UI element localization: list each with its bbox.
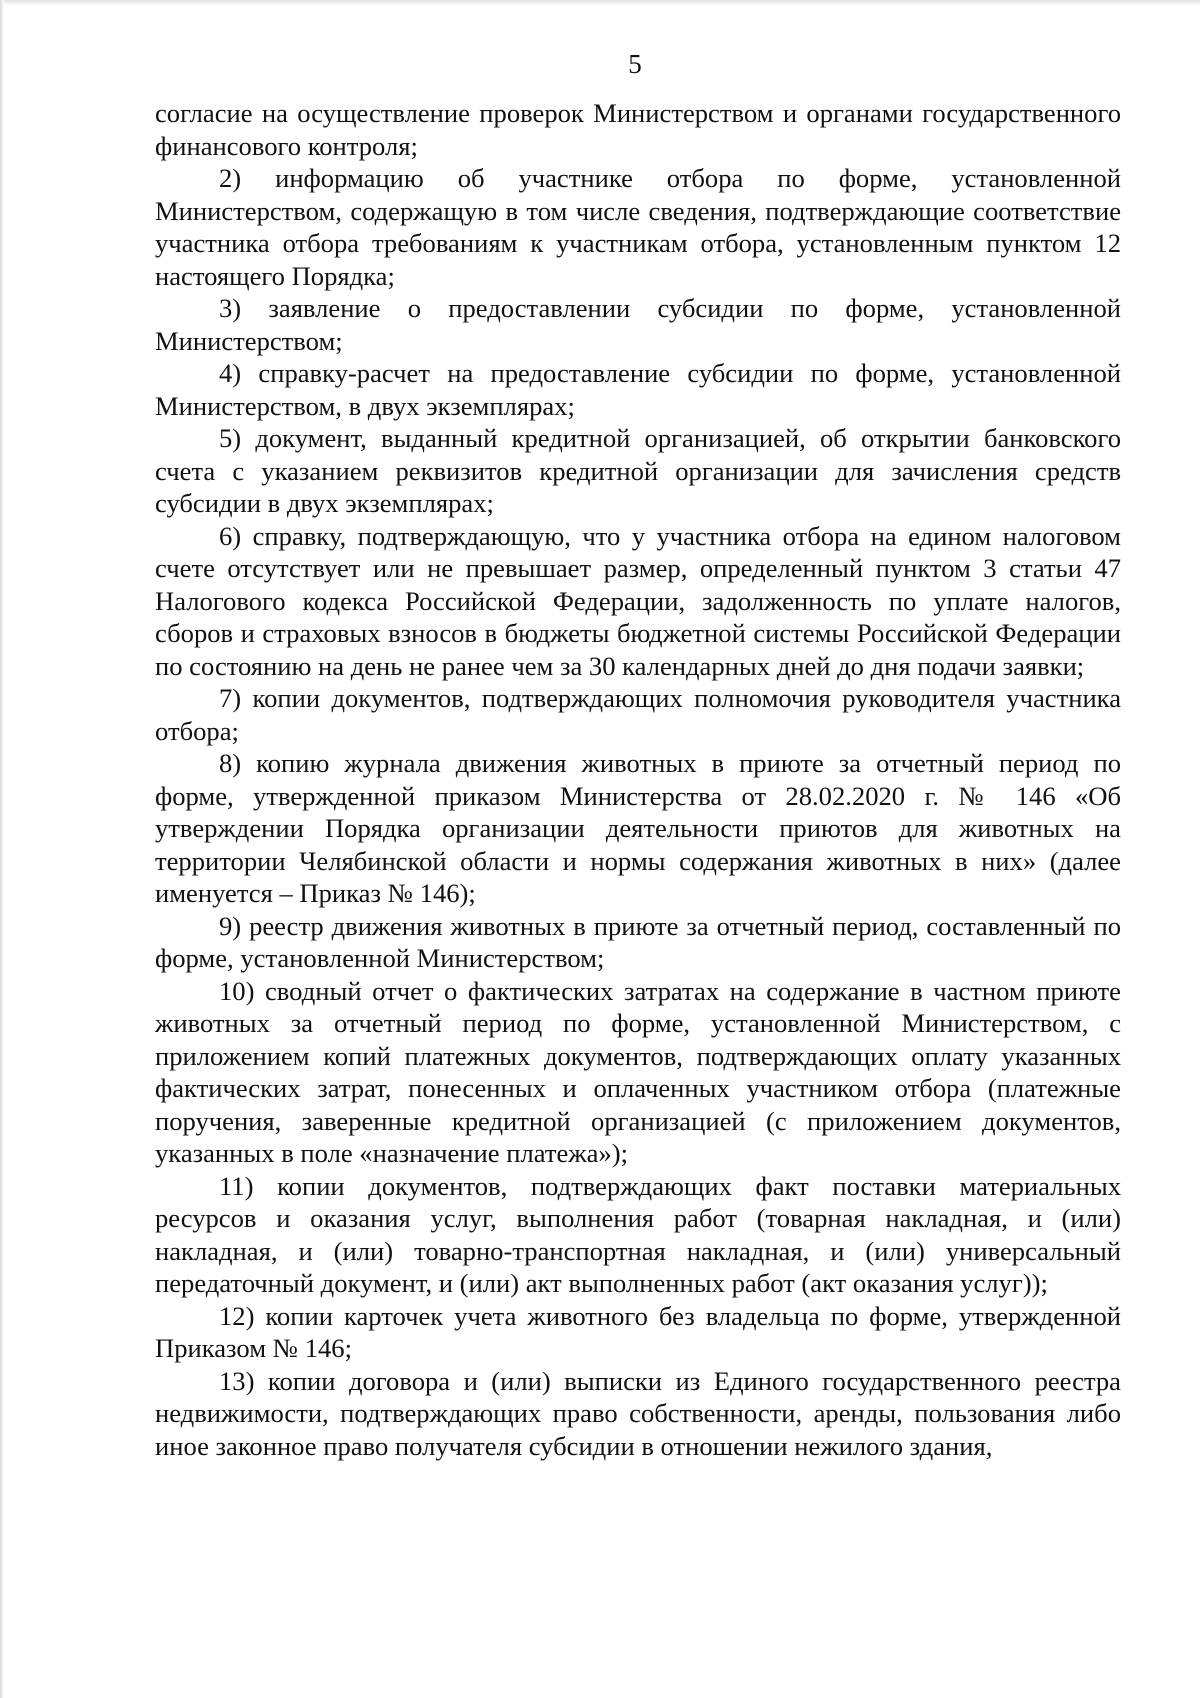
scan-edge-top bbox=[0, 0, 1200, 6]
list-item-11: 11) копии документов, подтверждающих факт поставки материальных ресурсов и оказания услуг, выполнения работ (товарная накладная, и (или) накладная, и (или) товарно-транспортная накладная, и (или) универсальный передаточный документ, и (или) акт выполненных работ (акт оказания услуг)); bbox=[155, 1170, 1121, 1298]
page-number: 5 bbox=[628, 49, 642, 79]
list-item-5: 5) документ, выданный кредитной организацией, об открытии банковского счета с указанием реквизитов кредитной организации для зачисления средств субсидии в двух экземплярах; bbox=[155, 423, 1121, 518]
list-item-12: 12) копии карточек учета животного без владельца по форме, утвержденной Приказом № 146; bbox=[155, 1300, 1121, 1363]
list-item-13: 13) копии договора и (или) выписки из Единого государственного реестра недвижимости, подтверждающих право собственности, аренды, пользования либо иное законное право получателя субсидии в отношении нежилого здания, bbox=[155, 1365, 1121, 1461]
list-item-9: 9) реестр движения животных в приюте за отчетный период, составленный по форме, установленной Министерством; bbox=[155, 910, 1121, 973]
list-item-7: 7) копии документов, подтверждающих полномочия руководителя участника отбора; bbox=[155, 683, 1121, 746]
list-item-6: 6) справку, подтверждающую, что у участника отбора на едином налоговом счете отсутствует или не превышает размер, определенный пунктом 3 статьи 47 Налогового кодекса Российской Федерации, задолженность по уплате налогов, сборов и страховых взносов в бюджеты бюджетной системы Российской Федерации по состоянию на день не ранее чем за 30 календарных дней до дня подачи заявки; bbox=[155, 520, 1121, 681]
list-item-2: 2) информацию об участнике отбора по форме, установленной Министерством, содержащую в том числе сведения, подтверждающие соответствие участника отбора требованиям к участникам отбора, установленным пунктом 12 настоящего Порядка; bbox=[155, 163, 1121, 291]
document-body bbox=[155, 97, 1121, 1462]
scan-edge-left bbox=[0, 0, 4, 1698]
list-item-10: 10) сводный отчет о фактических затратах на содержание в частном приюте животных за отчетный период по форме, установленной Министерством, с приложением копий платежных документов, подтверждающих оплату указанных фактических затрат, понесенных и оплаченных участником отбора (платежные поручения, заверенные кредитной организацией (с приложением документов, указанных в поле «назначение платежа»); bbox=[155, 975, 1121, 1168]
list-item-3: 3) заявление о предоставлении субсидии по форме, установленной Министерством; bbox=[155, 293, 1121, 356]
paragraph-continuation: согласие на осуществление проверок Министерством и органами государственного финансового контроля; bbox=[155, 98, 1121, 161]
list-item-4: 4) справку-расчет на предоставление субсидии по форме, установленной Министерством, в двух экземплярах; bbox=[155, 358, 1121, 421]
list-item-8: 8) копию журнала движения животных в приюте за отчетный период по форме, утвержденной приказом Министерства от 28.02.2020 г. № 146 «Об утверждении Порядка организации деятельности приютов для животных на территории Челябинской области и нормы содержания животных в них» (далее именуется – Приказ № 146); bbox=[155, 748, 1121, 908]
